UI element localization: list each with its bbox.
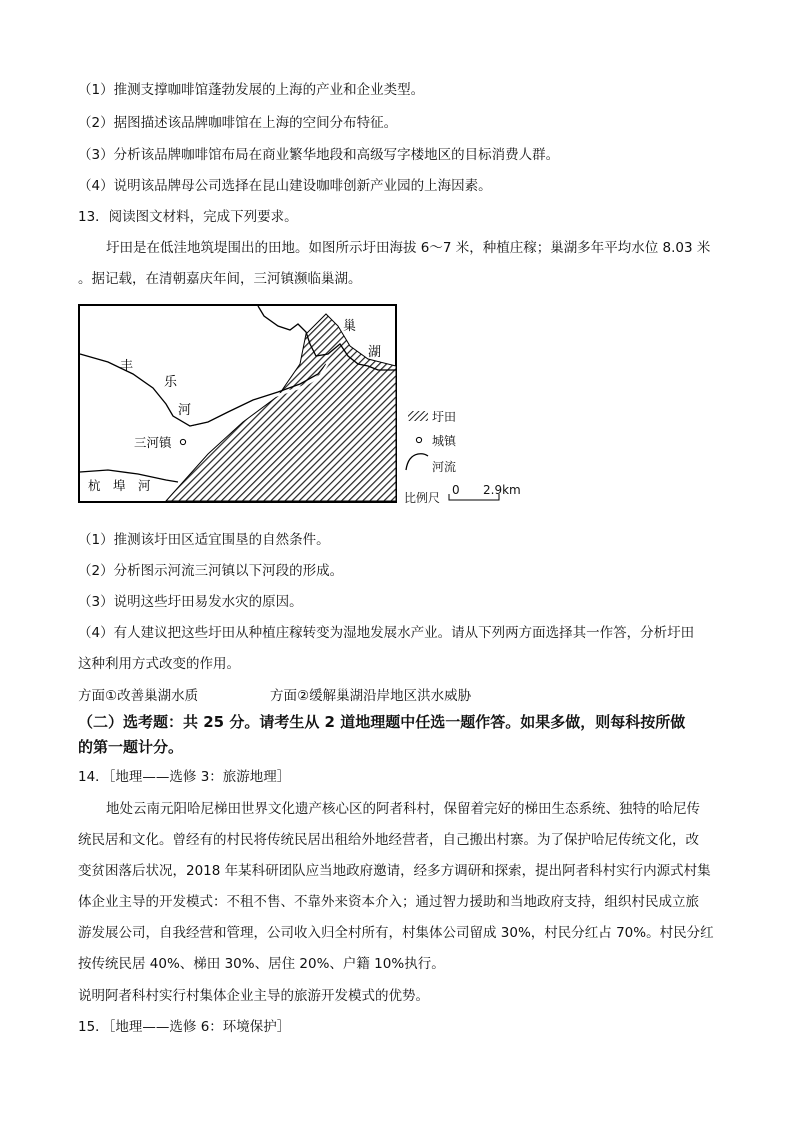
q13-paragraph-line-2: 。据记载，在清朝嘉庆年间，三河镇濒临巢湖。 bbox=[78, 271, 362, 287]
q14-line-1: 地处云南元阳哈尼梯田世界文化遗产核心区的阿者科村，保留着完好的梯田生态系统、独特的哈尼传 bbox=[106, 801, 700, 817]
q14-line-3: 变贫困落后状况，2018 年某科研团队应当地政府邀请，经多方调研和探索，提出阿者科村实行内源式村集 bbox=[78, 863, 711, 879]
q14-line-6: 按传统民居 40%、梯田 30%、居住 20%、户籍 10%执行。 bbox=[78, 956, 445, 972]
river-label-feng: 丰 bbox=[120, 359, 134, 374]
section2-line-1: （二）选考题：共 25 分。请考生从 2 道地理题中任选一题作答。如果多做，则每科按所做 bbox=[78, 713, 686, 731]
q13-item-1: （1）推测该圩田区适宜围垦的自然条件。 bbox=[78, 532, 330, 548]
q12-item-4: （4）说明该品牌母公司选择在昆山建设咖啡创新产业园的上海因素。 bbox=[78, 178, 492, 194]
river-label-he: 河 bbox=[178, 403, 192, 418]
legend-polder-label: 圩田 bbox=[432, 410, 457, 424]
river-label-le: 乐 bbox=[164, 375, 178, 390]
q12-item-2: （2）据图描述该品牌咖啡馆在上海的空间分布特征。 bbox=[78, 115, 398, 131]
hangbu-label: 杭 埠 河 bbox=[88, 478, 151, 493]
scale-distance: 2.9km bbox=[483, 483, 521, 497]
q13-paragraph-line-1: 圩田是在低洼地筑堤围出的田地。如图所示圩田海拔 6～7 米，种植庄稼；巢湖多年平均水位 8.03 米 bbox=[106, 240, 711, 256]
lake-label-2: 湖 bbox=[368, 345, 382, 360]
q14-line-5: 游发展公司，自我经营和管理，公司收入归全村所有，村集体公司留成 30%，村民分红占 70%。村民分红 bbox=[78, 925, 714, 941]
q13-heading: 13．阅读图文材料，完成下列要求。 bbox=[78, 209, 298, 225]
q13-option-1: 方面①改善巢湖水质 bbox=[78, 688, 199, 704]
town-legend-icon bbox=[414, 435, 424, 445]
scale-label: 比例尺 bbox=[404, 491, 441, 505]
q14-line-4: 体企业主导的开发模式：不租不售、不靠外来资本介入；通过智力援助和当地政府支持，组织村民成立旅 bbox=[78, 894, 699, 910]
q13-option-2: 方面②缓解巢湖沿岸地区洪水威胁 bbox=[270, 688, 472, 704]
river-legend-icon bbox=[404, 450, 430, 472]
q14-line-2: 统民居和文化。曾经有的村民将传统民居出租给外地经营者，自己搬出村寨。为了保护哈尼传统文化，改 bbox=[78, 832, 699, 848]
q14-question: 说明阿者科村实行村集体企业主导的旅游开发模式的优势。 bbox=[78, 988, 429, 1004]
q12-item-1: （1）推测支撑咖啡馆蓬勃发展的上海的产业和企业类型。 bbox=[78, 82, 425, 98]
polder-map bbox=[78, 304, 398, 504]
sanhe-town-marker bbox=[180, 439, 185, 444]
legend-river-label: 河流 bbox=[432, 460, 457, 474]
q13-item-2: （2）分析图示河流三河镇以下河段的形成。 bbox=[78, 563, 344, 579]
section2-line-2: 的第一题计分。 bbox=[78, 738, 184, 756]
q13-item-3: （3）说明这些圩田易发水灾的原因。 bbox=[78, 594, 303, 610]
q12-item-3: （3）分析该品牌咖啡馆布局在商业繁华地段和高级写字楼地区的目标消费人群。 bbox=[78, 147, 560, 163]
polder-map-svg bbox=[78, 304, 398, 504]
polder-legend-swatch bbox=[408, 410, 430, 422]
scale-zero: 0 bbox=[452, 483, 460, 497]
q14-heading: 14．［地理——选修 3：旅游地理］ bbox=[78, 769, 291, 785]
legend-town-label: 城镇 bbox=[432, 434, 457, 448]
q13-item-4: （4）有人建议把这些圩田从种植庄稼转变为湿地发展水产业。请从下列两方面选择其一作答，分析圩田 bbox=[78, 625, 695, 641]
town-label: 三河镇 bbox=[134, 435, 172, 450]
q15-heading: 15．［地理——选修 6：环境保护］ bbox=[78, 1019, 291, 1035]
scale-bar bbox=[448, 494, 502, 502]
lake-label-1: 巢 bbox=[343, 319, 357, 334]
q13-item-4-cont: 这种利用方式改变的作用。 bbox=[78, 656, 240, 672]
